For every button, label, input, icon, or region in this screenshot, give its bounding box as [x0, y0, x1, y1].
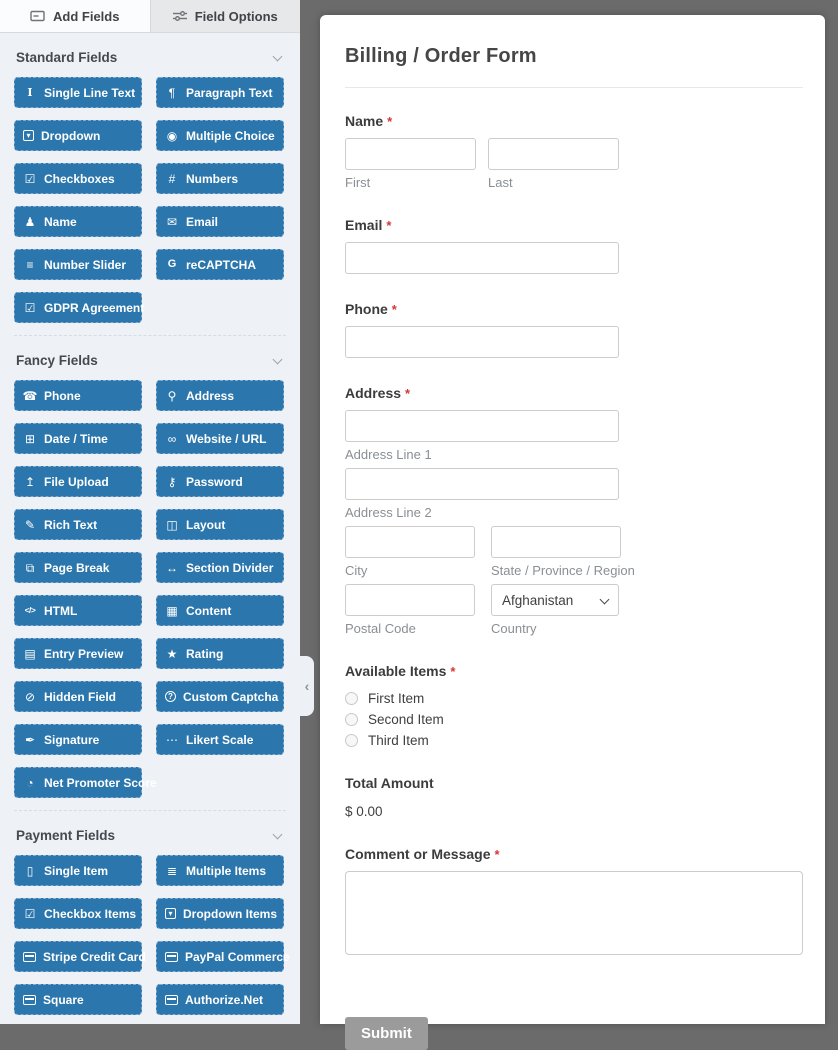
- pilcrow-icon: ¶: [168, 85, 176, 100]
- total-amount-value: $ 0.00: [345, 804, 383, 819]
- radio-button[interactable]: [345, 734, 358, 747]
- required-marker: *: [494, 847, 500, 862]
- field-button-paypal-commerce[interactable]: [156, 941, 290, 972]
- sublabel-country: Country: [491, 621, 537, 636]
- credit-card-icon: [165, 995, 178, 1005]
- field-button-address[interactable]: [156, 380, 284, 411]
- field-button-custom-captcha[interactable]: [156, 681, 284, 712]
- page-icon: ▯: [26, 863, 34, 878]
- comment-field[interactable]: [345, 846, 803, 960]
- field-button-label: Entry Preview: [44, 646, 124, 661]
- text-cursor-icon: I: [27, 86, 33, 99]
- phone-icon: ☎: [22, 388, 38, 403]
- address-line2-input[interactable]: [345, 468, 619, 500]
- credit-card-icon: [23, 952, 36, 962]
- phone-input[interactable]: [345, 326, 619, 358]
- field-button-label: Hidden Field: [44, 689, 116, 704]
- tab-label: Add Fields: [53, 8, 120, 24]
- field-button-section-divider[interactable]: [156, 552, 284, 583]
- field-button-net-promoter-score[interactable]: [14, 767, 157, 798]
- field-button-page-break[interactable]: [14, 552, 142, 583]
- section-header-payment-fields[interactable]: [16, 828, 284, 843]
- star-icon: ★: [166, 646, 178, 661]
- email-field[interactable]: [345, 217, 803, 274]
- field-button-label: Dropdown Items: [183, 906, 278, 921]
- field-label: Total Amount: [345, 775, 434, 791]
- field-button-label: Likert Scale: [186, 732, 254, 747]
- required-marker: *: [386, 218, 392, 233]
- map-pin-icon: ⚲: [167, 388, 177, 403]
- comment-textarea[interactable]: [345, 871, 803, 955]
- postal-code-input[interactable]: [345, 584, 475, 616]
- standard-fields-grid: [14, 77, 286, 323]
- field-button-rich-text[interactable]: [14, 509, 142, 540]
- field-button-email[interactable]: [156, 206, 284, 237]
- submit-button[interactable]: Submit: [345, 1017, 428, 1050]
- field-button-label: Date / Time: [44, 431, 108, 446]
- list-icon: ≣: [166, 863, 178, 878]
- question-circle-icon: ?: [165, 691, 176, 702]
- field-button-file-upload[interactable]: [14, 466, 142, 497]
- ellipsis-icon: ⋯: [166, 732, 178, 747]
- field-button-label: Single Line Text: [44, 85, 136, 100]
- field-button-label: Dropdown: [41, 128, 101, 143]
- field-button-numbers[interactable]: [156, 163, 284, 194]
- document-image-icon: ▦: [166, 603, 178, 618]
- field-button-entry-preview[interactable]: [14, 638, 142, 669]
- field-button-label: HTML: [44, 603, 78, 618]
- field-button-label: Checkbox Items: [44, 906, 137, 921]
- radio-button[interactable]: [345, 713, 358, 726]
- divider-arrows-icon: ↔: [166, 560, 178, 575]
- checkbox-icon: ☑: [24, 300, 36, 315]
- checkbox-icon: ☑: [24, 171, 36, 186]
- upload-icon: ↥: [24, 474, 36, 489]
- field-button-label: Phone: [44, 388, 81, 403]
- envelope-icon: ✉: [166, 214, 178, 229]
- dropdown-caret-icon: ▾: [165, 908, 176, 919]
- field-button-label: Square: [43, 992, 84, 1007]
- field-button-single-line-text[interactable]: [14, 77, 142, 108]
- required-marker: *: [405, 386, 411, 401]
- section-title: Payment Fields: [16, 828, 116, 843]
- field-button-label: PayPal Commerce: [185, 949, 290, 964]
- field-button-likert-scale[interactable]: [156, 724, 284, 755]
- field-button-label: Signature: [44, 732, 100, 747]
- fancy-fields-grid: [14, 380, 286, 798]
- field-button-label: Paragraph Text: [186, 85, 273, 100]
- field-button-hidden-field[interactable]: [14, 681, 142, 712]
- field-label: Comment or Message *: [345, 846, 500, 862]
- field-button-password[interactable]: [156, 466, 284, 497]
- sublabel-last: Last: [488, 175, 513, 190]
- field-button-signature[interactable]: [14, 724, 142, 755]
- address-field[interactable]: [345, 385, 803, 636]
- required-marker: *: [391, 302, 397, 317]
- tab-add-fields[interactable]: [0, 0, 150, 32]
- city-input[interactable]: [345, 526, 475, 558]
- name-first-input[interactable]: [345, 138, 476, 170]
- required-marker: *: [387, 114, 393, 129]
- field-button-date-time[interactable]: [14, 423, 142, 454]
- field-button-label: Custom Captcha: [183, 689, 279, 704]
- field-button-label: Name: [44, 214, 77, 229]
- field-button-website-url[interactable]: [156, 423, 284, 454]
- field-builder-sidebar: [0, 0, 300, 1024]
- field-button-dropdown[interactable]: [14, 120, 142, 151]
- section-header-standard-fields[interactable]: [16, 50, 284, 65]
- field-button-recaptcha[interactable]: [156, 249, 284, 280]
- field-button-label: Net Promoter Score: [44, 775, 157, 790]
- field-button-label: Website / URL: [186, 431, 267, 446]
- field-button-label: Numbers: [186, 171, 239, 186]
- sidebar-tabs: [0, 0, 300, 33]
- field-button-label: Multiple Choice: [186, 128, 275, 143]
- hash-icon: #: [168, 171, 176, 186]
- section-title: Fancy Fields: [16, 353, 98, 368]
- field-button-label: Layout: [186, 517, 226, 532]
- field-button-label: Page Break: [44, 560, 110, 575]
- dropdown-caret-icon: ▾: [23, 130, 34, 141]
- field-button-label: Section Divider: [186, 560, 274, 575]
- add-fields-icon: [30, 10, 45, 22]
- sublabel-first: First: [345, 175, 371, 190]
- field-button-checkboxes[interactable]: [14, 163, 142, 194]
- option-label: Third Item: [368, 733, 429, 748]
- item-option-row: [345, 691, 803, 706]
- title-divider: [345, 87, 803, 88]
- person-icon: ♟: [24, 214, 36, 229]
- field-button-rating[interactable]: [156, 638, 284, 669]
- field-button-label: Number Slider: [44, 257, 127, 272]
- field-button-content[interactable]: [156, 595, 284, 626]
- payment-fields-grid: [14, 855, 290, 1015]
- field-button-label: File Upload: [44, 474, 109, 489]
- pen-nib-icon: ✒: [24, 732, 36, 747]
- phone-field[interactable]: [345, 301, 803, 358]
- credit-card-icon: [23, 995, 36, 1005]
- field-label: Phone *: [345, 301, 397, 317]
- radio-dot-icon: ◉: [166, 128, 178, 143]
- field-button-label: Email: [186, 214, 219, 229]
- field-button-label: Address: [186, 388, 235, 403]
- field-list: [0, 33, 300, 1024]
- field-button-square[interactable]: [14, 984, 142, 1015]
- option-label: First Item: [368, 691, 425, 706]
- field-button-html[interactable]: [14, 595, 142, 626]
- link-icon: ∞: [167, 431, 177, 446]
- field-button-label: Stripe Credit Card: [43, 949, 146, 964]
- form-title: Billing / Order Form: [345, 45, 537, 67]
- lock-icon: ⚷: [167, 474, 177, 489]
- field-button-label: Checkboxes: [44, 171, 115, 186]
- code-icon: </>: [24, 605, 36, 616]
- email-input[interactable]: [345, 242, 619, 274]
- field-button-label: Rating: [186, 646, 224, 661]
- field-button-label: Rich Text: [44, 517, 98, 532]
- field-button-single-item[interactable]: [14, 855, 142, 886]
- field-button-number-slider[interactable]: [14, 249, 142, 280]
- checkbox-icon: ☑: [24, 906, 36, 921]
- field-label: Name *: [345, 113, 393, 129]
- google-g-icon: G: [167, 258, 177, 270]
- chevron-down-icon: [600, 595, 610, 605]
- field-label: Address *: [345, 385, 411, 401]
- required-marker: *: [450, 664, 456, 679]
- field-button-label: Single Item: [44, 863, 109, 878]
- credit-card-icon: [165, 952, 178, 962]
- pages-icon: ⧉: [25, 560, 35, 575]
- field-options-icon: [173, 10, 187, 22]
- field-button-label: Multiple Items: [186, 863, 267, 878]
- eye-slash-icon: ⊘: [24, 689, 36, 704]
- country-select-value: Afghanistan: [502, 592, 574, 608]
- section-header-fancy-fields[interactable]: [16, 353, 284, 368]
- columns-icon: ◫: [166, 517, 178, 532]
- name-field[interactable]: [345, 113, 803, 190]
- tab-label: Field Options: [194, 8, 278, 24]
- item-option-row: [345, 733, 803, 748]
- field-button-stripe-credit-card[interactable]: [14, 941, 146, 972]
- field-label: Available Items *: [345, 663, 456, 679]
- available-items-field[interactable]: [345, 663, 803, 748]
- field-button-layout[interactable]: [156, 509, 284, 540]
- sublabel-city: City: [345, 563, 368, 578]
- field-button-phone[interactable]: [14, 380, 142, 411]
- field-button-checkbox-items[interactable]: [14, 898, 142, 929]
- chevron-down-icon: [273, 51, 283, 61]
- field-button-gdpr-agreement[interactable]: [14, 292, 145, 323]
- address-line1-input[interactable]: [345, 410, 619, 442]
- chevron-down-icon: [273, 354, 283, 364]
- field-button-authorize-net[interactable]: [156, 984, 284, 1015]
- total-amount-field[interactable]: [345, 775, 803, 819]
- sublabel-postal-code: Postal Code: [345, 621, 416, 636]
- document-lines-icon: ▤: [24, 646, 36, 661]
- country-select[interactable]: [491, 584, 619, 616]
- name-last-input[interactable]: [488, 138, 619, 170]
- chevron-left-icon: ‹: [304, 678, 310, 694]
- gauge-icon: ◔: [26, 775, 34, 790]
- field-button-multiple-choice[interactable]: [156, 120, 284, 151]
- field-button-name[interactable]: [14, 206, 142, 237]
- field-button-label: Password: [186, 474, 243, 489]
- section-divider: [14, 810, 286, 811]
- field-button-label: Authorize.Net: [185, 992, 263, 1007]
- field-button-multiple-items[interactable]: [156, 855, 284, 886]
- form-preview-panel: [320, 15, 825, 1042]
- calendar-icon: ⊞: [24, 431, 36, 446]
- field-button-paragraph-text[interactable]: [156, 77, 284, 108]
- radio-button[interactable]: [345, 692, 358, 705]
- item-option-row: [345, 712, 803, 727]
- form-preview-area: [300, 0, 838, 1042]
- sublabel-address-line2: Address Line 2: [345, 505, 432, 520]
- sublabel-address-line1: Address Line 1: [345, 447, 432, 462]
- field-label: Email *: [345, 217, 392, 233]
- field-button-dropdown-items[interactable]: [156, 898, 284, 929]
- section-divider: [14, 335, 286, 336]
- sublabel-state: State / Province / Region: [491, 563, 635, 578]
- chevron-down-icon: [273, 829, 283, 839]
- pencil-edit-icon: ✎: [24, 517, 36, 532]
- state-input[interactable]: [491, 526, 621, 558]
- section-title: Standard Fields: [16, 50, 118, 65]
- sidebar-collapse-handle[interactable]: [300, 656, 314, 716]
- field-button-label: reCAPTCHA: [186, 257, 257, 272]
- field-button-label: GDPR Agreement: [44, 300, 145, 315]
- sliders-icon: ≡: [26, 257, 34, 272]
- option-label: Second Item: [368, 712, 444, 727]
- field-button-label: Content: [186, 603, 232, 618]
- tab-field-options[interactable]: [150, 0, 301, 32]
